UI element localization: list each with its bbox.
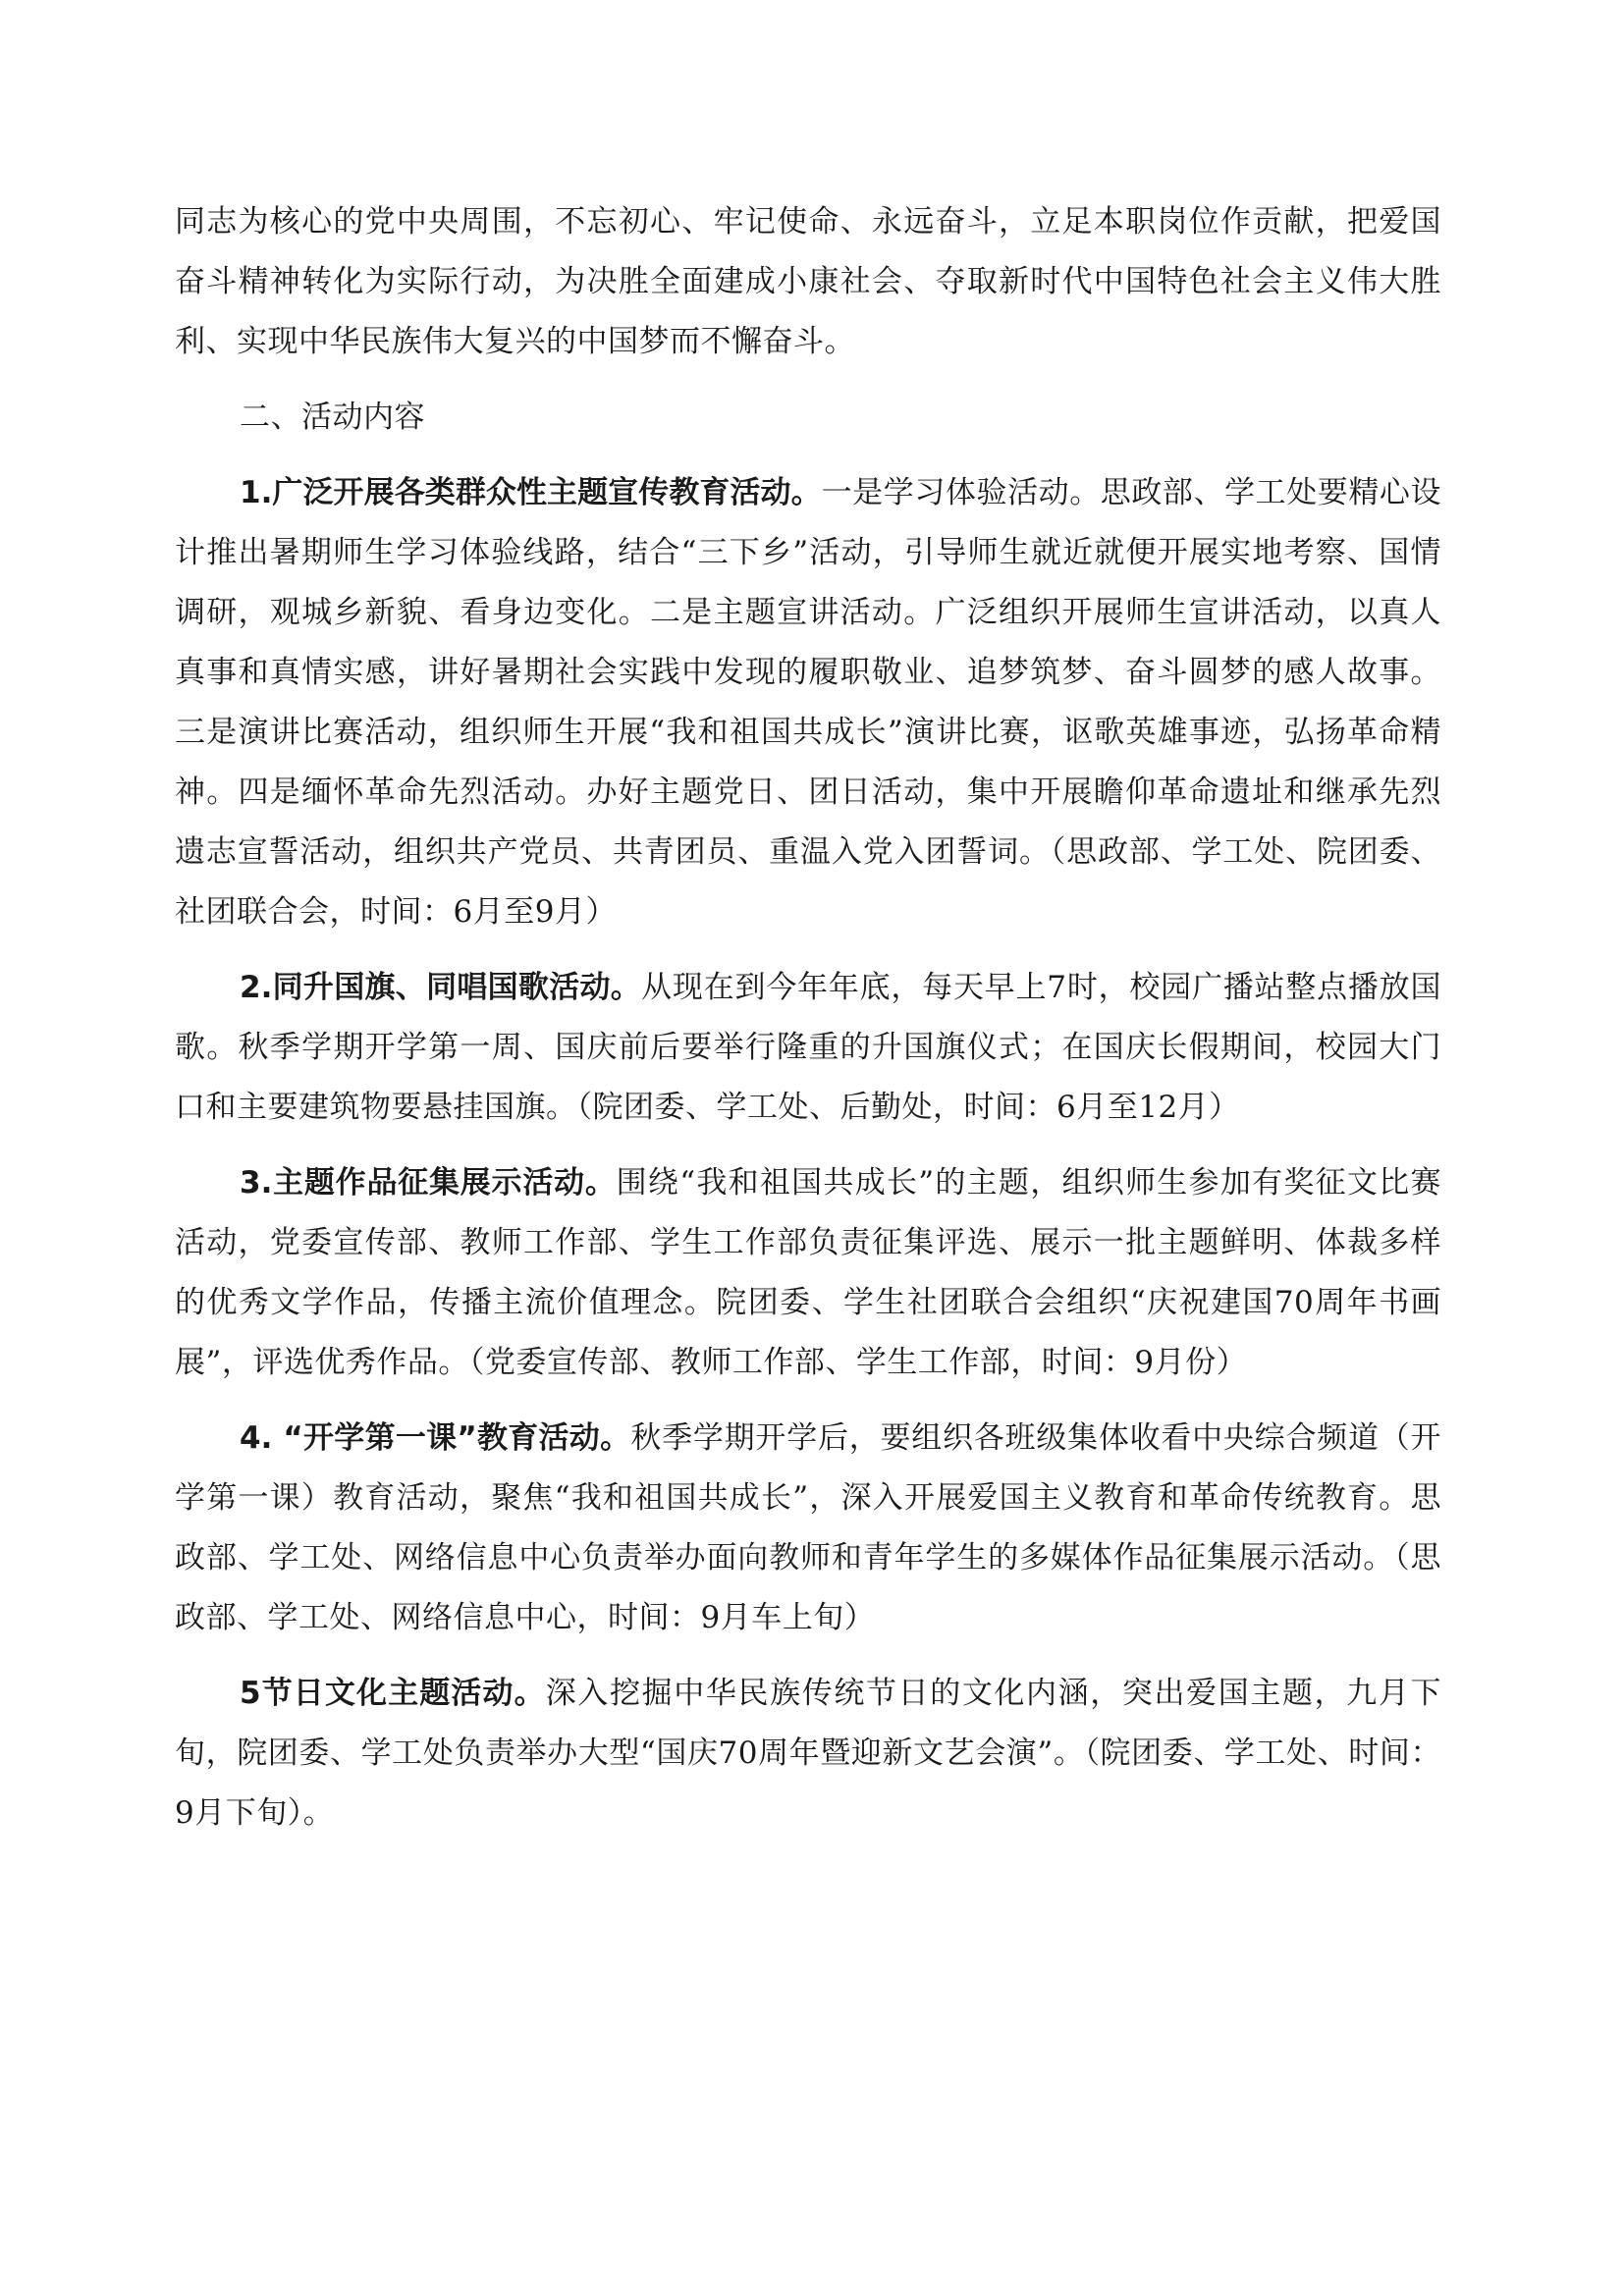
activity-item-1-lead: 1.广泛开展各类群众性主题宣传教育活动。 xyxy=(240,475,822,510)
activity-item-4-lead: 4. “开学第一课”教育活动。 xyxy=(240,1420,631,1456)
activity-item-1-body: 一是学习体验活动。思政部、学工处要精心设计推出暑期师生学习体验线路，结合“三下乡”活动，引导师生就近就便开展实地考察、国情调研，观城乡新貌、看身边变化。二是主题宣讲活动。广泛组织开展师生宣讲活动，以真人真事和真情实感，讲好暑期社会实践中发现的履职敬业、追梦筑梦、奋斗圆梦的感人故事。三是演讲比赛活动，组织师生开展“我和祖国共成长”演讲比赛，讴歌英雄事迹，弘扬革命精神。四是缅怀革命先烈活动。办好主题党日、团日活动，集中开展瞻仰革命遗址和继承先烈遗志宣誓活动，组织共产党员、共青团员、重温入党入团誓词。（思政部、学工处、院团委、社团联合会，时间：6月至9月） xyxy=(175,475,1441,930)
activity-item-2-body: 从现在到今年年底，每天早上7时，校园广播站整点播放国歌。秋季学期开学第一周、国庆前后要举行隆重的升国旗仪式；在国庆长假期间，校园大门口和主要建筑物要悬挂国旗。（院团委、学工处、后勤处，时间：6月至12月） xyxy=(175,970,1441,1125)
activity-item-4 xyxy=(175,1409,1441,1648)
activity-item-3 xyxy=(175,1153,1441,1393)
activity-item-2-lead: 2.同升国旗、同唱国歌活动。 xyxy=(240,970,642,1005)
intro-paragraph: 同志为核心的党中央周围，不忘初心、牢记使命、永远奋斗，立足本职岗位作贡献，把爱国奋斗精神转化为实际行动，为决胜全面建成小康社会、夺取新时代中国特色社会主义伟大胜利、实现中华民族伟大复兴的中国梦而不懈奋斗。 xyxy=(175,204,1441,359)
activity-item-2 xyxy=(175,958,1441,1138)
activity-item-5-lead: 5节日文化主题活动。 xyxy=(240,1676,546,1711)
activity-item-3-body: 围绕“我和祖国共成长”的主题，组织师生参加有奖征文比赛活动，党委宣传部、教师工作部、学生工作部负责征集评选、展示一批主题鲜明、体裁多样的优秀文学作品，传播主流价值理念。院团委、学生社团联合会组织“庆祝建国70周年书画展”，评选优秀作品。（党委宣传部、教师工作部、学生工作部，时间：9月份） xyxy=(175,1165,1441,1380)
activity-item-3-lead: 3.主题作品征集展示活动。 xyxy=(240,1165,617,1201)
activity-item-5-body: 深入挖掘中华民族传统节日的文化内涵，突出爱国主题，九月下旬，院团委、学工处负责举办大型“国庆70周年暨迎新文艺会演”。（院团委、学工处、时间：9月下旬）。 xyxy=(175,1676,1441,1831)
section-heading: 二、活动内容 xyxy=(240,400,425,435)
activity-item-5 xyxy=(175,1664,1441,1843)
activity-item-1 xyxy=(175,463,1441,942)
document-page xyxy=(175,192,1441,1859)
activity-item-4-body: 秋季学期开学后，要组织各班级集体收看中央综合频道（开学第一课）教育活动，聚焦“我和祖国共成长”，深入开展爱国主义教育和革命传统教育。思政部、学工处、网络信息中心负责举办面向教师和青年学生的多媒体作品征集展示活动。（思政部、学工处、网络信息中心，时间：9月车上旬） xyxy=(175,1420,1442,1635)
